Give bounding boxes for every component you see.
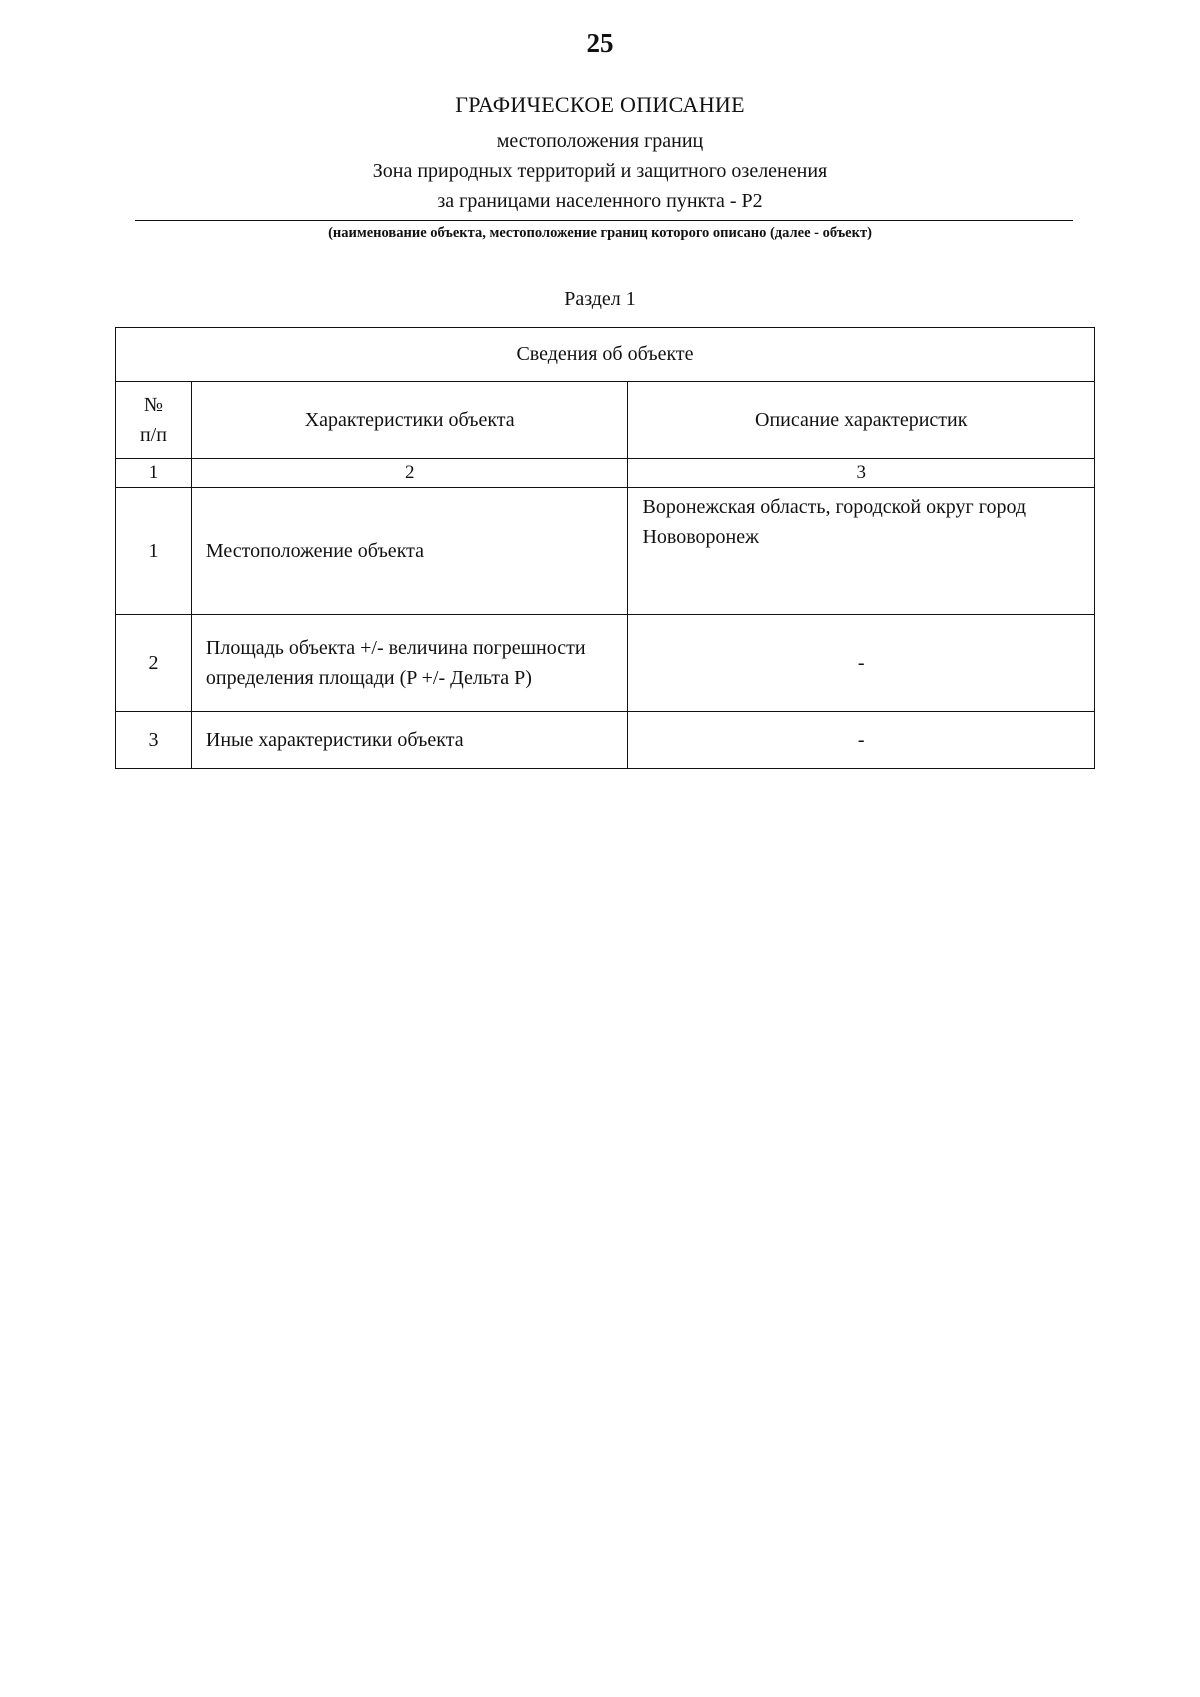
header-number-symbol: № bbox=[143, 394, 163, 416]
section-label: Раздел 1 bbox=[564, 288, 636, 310]
row-characteristic: Площадь объекта +/- величина погрешности определения площади (P +/- Дельта P) bbox=[191, 615, 628, 712]
row-number: 1 bbox=[116, 488, 192, 615]
subtitle-line-2: Зона природных территорий и защитного озеленения bbox=[372, 160, 828, 182]
table-row bbox=[116, 712, 1095, 769]
row-description: - bbox=[628, 712, 1095, 769]
table-row bbox=[116, 615, 1095, 712]
column-number-1: 1 bbox=[116, 459, 192, 488]
table-caption: Сведения об объекте bbox=[116, 328, 1095, 382]
table-header-row bbox=[116, 382, 1095, 459]
row-number: 3 bbox=[116, 712, 192, 769]
subtitle-line-3: за границами населенного пункта - Р2 bbox=[437, 190, 763, 212]
header-number-abbr: п/п bbox=[139, 424, 167, 446]
table-caption-row bbox=[116, 328, 1095, 382]
row-characteristic: Иные характеристики объекта bbox=[191, 712, 628, 769]
underline-caption: (наименование объекта, местоположение границ которого описано (далее - объект) bbox=[328, 225, 872, 241]
header-description: Описание характеристик bbox=[628, 382, 1095, 459]
document-title: ГРАФИЧЕСКОЕ ОПИСАНИЕ bbox=[455, 92, 745, 117]
header-characteristics: Характеристики объекта bbox=[191, 382, 628, 459]
title-underline bbox=[135, 220, 1073, 221]
row-characteristic: Местоположение объекта bbox=[191, 488, 628, 615]
object-info-table bbox=[115, 327, 1095, 769]
column-number-row bbox=[116, 459, 1095, 488]
page-number: 25 bbox=[586, 28, 614, 58]
column-number-3: 3 bbox=[628, 459, 1095, 488]
header-number bbox=[116, 382, 192, 459]
table-row bbox=[116, 488, 1095, 615]
subtitle-line-1: местоположения границ bbox=[496, 130, 704, 152]
row-number: 2 bbox=[116, 615, 192, 712]
column-number-2: 2 bbox=[191, 459, 628, 488]
row-description: - bbox=[628, 615, 1095, 712]
row-description: Воронежская область, городской округ город Нововоронеж bbox=[628, 488, 1095, 615]
